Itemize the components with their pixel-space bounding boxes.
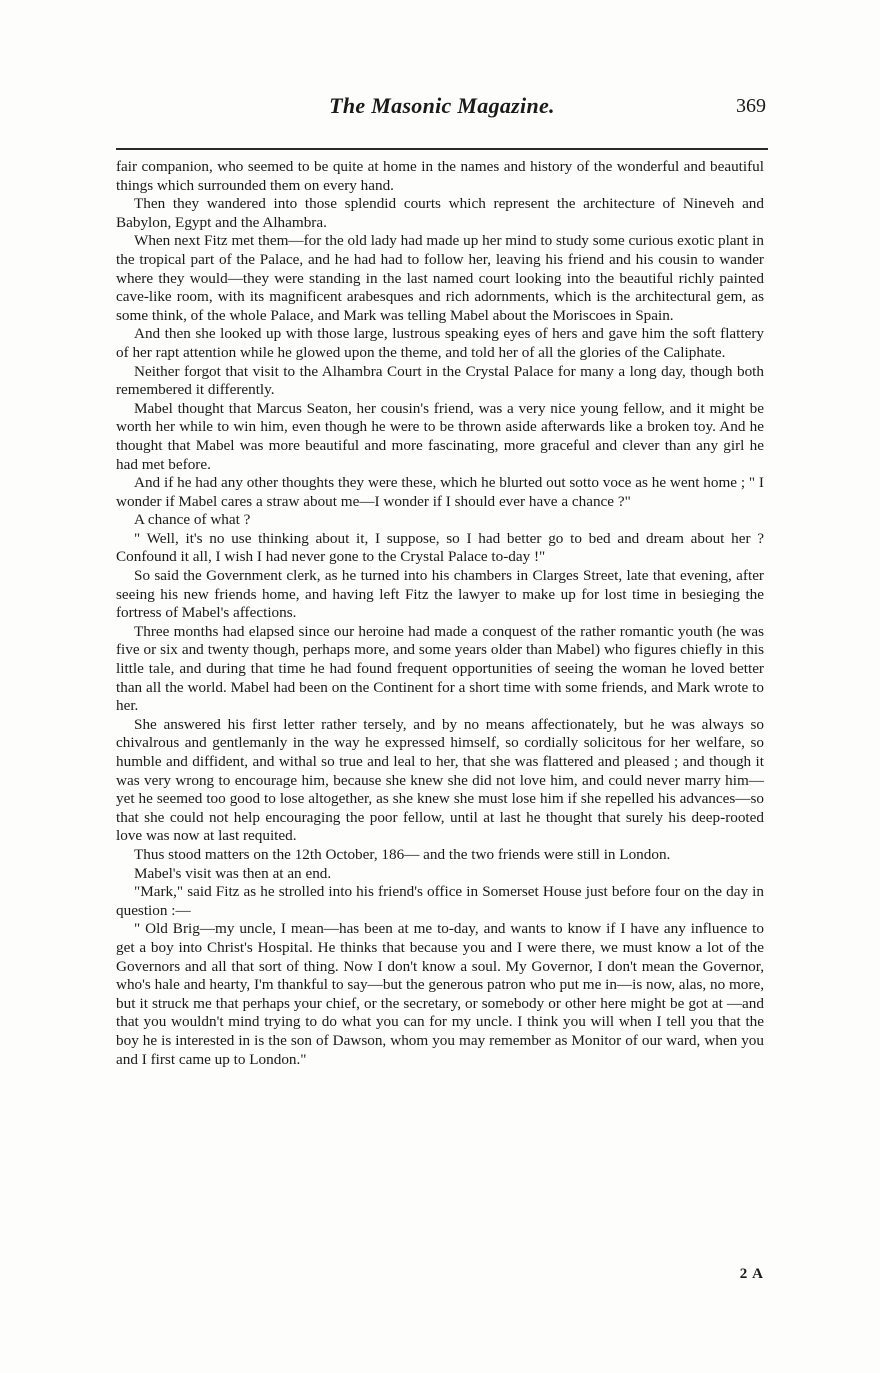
paragraph: When next Fitz met them—for the old lady had made up her mind to study some curious exotic plant in the tropical part of the Palace, and he had had to follow her, leaving his friend and his cousin to wander where they would—they were standing in the last named court looking into the beautiful richly painted cave-like room, with its magnificent arabesques and rich adornments, which is the architectural gem, as some think, of the whole Palace, and Mark was telling Mabel about the Moriscoes in Spain. — [116, 232, 764, 324]
paragraph: " Old Brig—my uncle, I mean—has been at me to-day, and wants to know if I have any influence to get a boy into Christ's Hospital. He thinks that because you and I were there, we must know a lot of the Governors and all that sort of thing. Now I don't know a soul. My Governor, I don't mean the Governor, who's hale and hearty, I'm thankful to say—but the generous patron who put me in—is now, alas, no more, but it struck me that perhaps your chief, or the secretary, or somebody or other here might be got at —and that you wouldn't mind trying to do what you can for my uncle. I think you will when I tell you that the boy he is interested in is the son of Dawson, whom you may remember as Monitor of our ward, when you and I first came up to London." — [116, 920, 764, 1068]
header-rule — [116, 148, 768, 150]
paragraph: Three months had elapsed since our heroine had made a conquest of the rather romantic youth (he was five or six and twenty though, perhaps more, and some years older than Mabel) who figures chiefly in this little tale, and during that time he had found frequent opportunities of seeing the woman he loved better than all the world. Mabel had been on the Continent for a short time with some friends, and Mark wrote to her. — [116, 622, 764, 715]
article-body — [116, 158, 764, 1069]
paragraph: She answered his first letter rather tersely, and by no means affectionately, but he was always so chivalrous and gentlemanly in the way he expressed himself, so cordially solicitous for her welfare, so humble and diffident, and withal so true and leal to her, that she was flattered and pleased ; and though it was very wrong to encourage him, because she knew she did not love him, and could never marry him—yet he seemed too good to lose altogether, as she knew she must lose him if she repelled his advances—so that she could not help encouraging the poor fellow, until at last he thought that surely his deep-rooted love was now at last requited. — [116, 715, 764, 845]
paragraph: "Mark," said Fitz as he strolled into his friend's office in Somerset House just before four on the day in question :— — [116, 883, 764, 919]
paragraph: " Well, it's no use thinking about it, I suppose, so I had better go to bed and dream about her ? Confound it all, I wish I had never gone to the Crystal Palace to-day !" — [116, 529, 764, 566]
page-number: 369 — [736, 95, 766, 117]
paragraph: fair companion, who seemed to be quite at home in the names and history of the wonderful and beautiful things which surrounded them on every hand. — [116, 158, 764, 194]
running-title: The Masonic Magazine. — [329, 93, 555, 118]
page-header — [116, 93, 768, 127]
paragraph: A chance of what ? — [134, 511, 251, 529]
paragraph: And then she looked up with those large, lustrous speaking eyes of hers and gave him the soft flattery of her rapt attention while he glowed upon the theme, and told her of all the glories of the Caliphate. — [116, 325, 764, 361]
paragraph: Neither forgot that visit to the Alhambra Court in the Crystal Palace for many a long day, though both remembered it differently. — [116, 362, 764, 399]
paragraph: And if he had any other thoughts they were these, which he blurted out sotto voce as he went home ; " I wonder if Mabel cares a straw about me—I wonder if I should ever have a chance ?" — [116, 474, 764, 510]
printer-signature: 2 A — [739, 1266, 764, 1282]
paragraph: Mabel's visit was then at an end. — [134, 864, 332, 882]
paragraph: Then they wandered into those splendid courts which represent the architecture of Nineveh and Babylon, Egypt and the Alhambra. — [116, 195, 764, 231]
paragraph: Thus stood matters on the 12th October, 186— and the two friends were still in London. — [134, 845, 671, 863]
paragraph: Mabel thought that Marcus Seaton, her cousin's friend, was a very nice young fellow, and it might be worth her while to win him, even though he were to be thrown aside afterwards like a broken toy. And he thought that Mabel was more beautiful and more fascinating, more graceful and clever than any girl he had met before. — [116, 399, 764, 473]
paragraph: So said the Government clerk, as he turned into his chambers in Clarges Street, late that evening, after seeing his new friends home, and having left Fitz the lawyer to make up for lost time in besieging the fortress of Mabel's affections. — [116, 567, 764, 622]
